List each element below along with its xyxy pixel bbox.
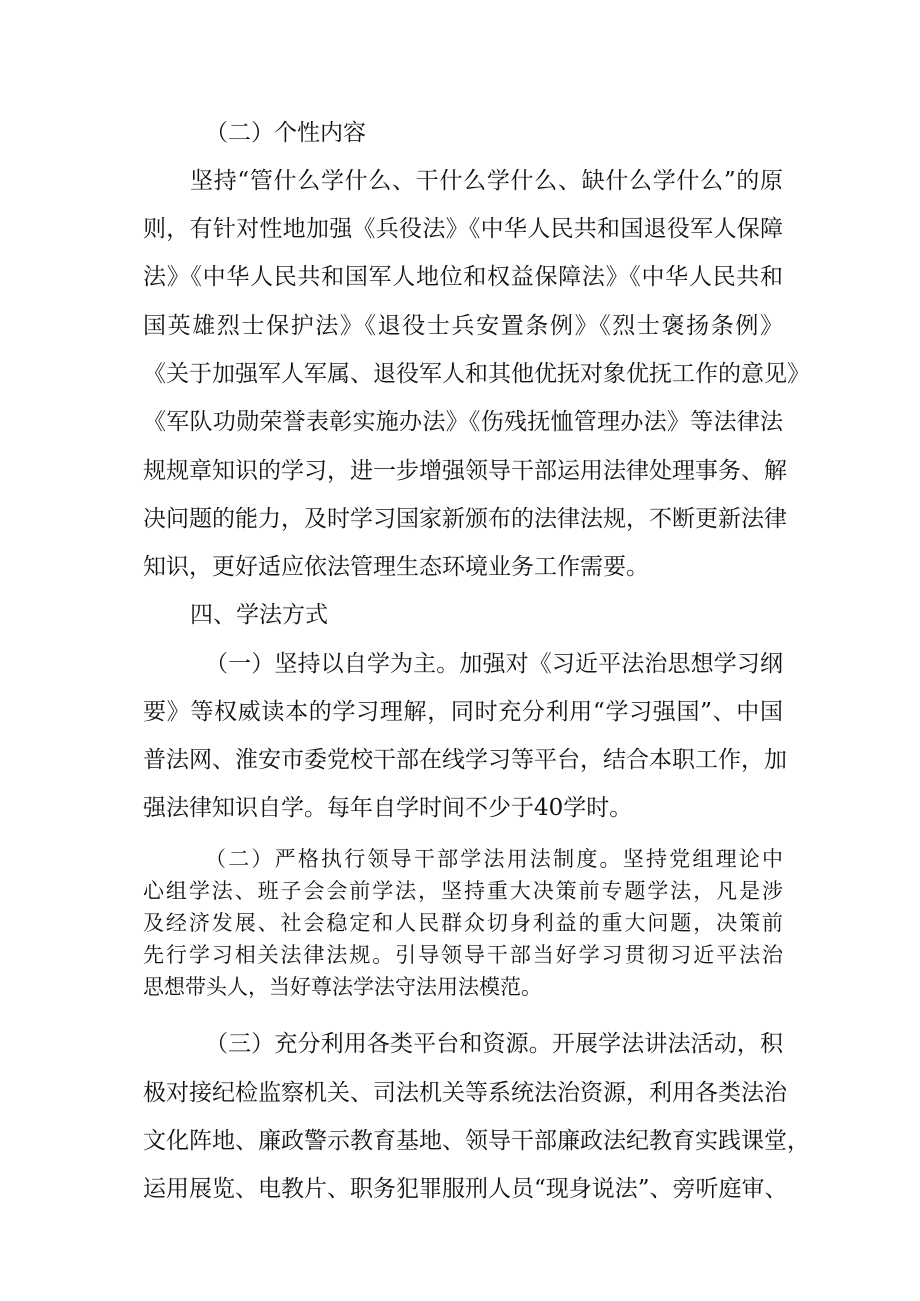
paragraph-line: 国英雄烈士保护法》《退役士兵安置条例》《烈士褒扬条例》: [143, 313, 783, 339]
paragraph-line: 《军队功勋荣誉表彰实施办法》《伤残抚恤管理办法》等法律法: [143, 409, 783, 435]
section-heading-personalized-content: （二）个性内容: [205, 120, 366, 146]
paragraph-line: 决问题的能力，及时学习国家新颁布的法律法规，不断更新法律: [143, 506, 787, 532]
paragraph-line: 坚持“管什么学什么、干什么学什么、缺什么学什么”的原: [190, 168, 783, 194]
paragraph-line: 则，有针对性地加强《兵役法》《中华人民共和国退役军人保障: [143, 216, 783, 242]
paragraph-line: 运用展览、电教片、职务犯罪服刑人员“现身说法”、旁听庭审、: [143, 1176, 788, 1202]
paragraph-line: 极对接纪检监察机关、司法机关等系统法治资源，利用各类法治: [143, 1080, 787, 1106]
paragraph-line: 及经济发展、社会稳定和人民群众切身利益的重大问题，决策前: [143, 911, 783, 935]
paragraph-line: 强法律知识自学。每年自学时间不少于40学时。: [143, 795, 633, 821]
section-heading-study-methods: 四、学法方式: [190, 602, 328, 628]
paragraph-line: （二）严格执行领导干部学法用法制度。坚持党组理论中: [205, 847, 783, 871]
paragraph-line: 普法网、淮安市委党校干部在线学习等平台，结合本职工作，加: [143, 747, 787, 773]
paragraph-line: （三）充分利用各类平台和资源。开展学法讲法活动，积: [205, 1031, 783, 1057]
paragraph-line: 要》等权威读本的学习理解，同时充分利用“学习强国”、中国: [143, 699, 783, 725]
paragraph-line: 思想带头人，当好尊法学法守法用法模范。: [143, 975, 542, 999]
paragraph-line: 《关于加强军人军属、退役军人和其他优抚对象优抚工作的意见》: [143, 361, 810, 387]
paragraph-line: 规规章知识的学习，进一步增强领导干部运用法律处理事务、解: [143, 458, 787, 484]
paragraph-line: 文化阵地、廉政警示教育基地、领导干部廉政法纪教育实践课堂，: [143, 1128, 810, 1154]
paragraph-line: 知识，更好适应依法管理生态环境业务工作需要。: [143, 554, 649, 580]
paragraph-line: （一）坚持以自学为主。加强对《习近平法治思想学习纲: [205, 651, 783, 677]
paragraph-line: 先行学习相关法律法规。引导领导干部当好学习贯彻习近平法治: [143, 943, 783, 967]
paragraph-line: 法》《中华人民共和国军人地位和权益保障法》《中华人民共和: [143, 264, 783, 290]
paragraph-line: 心组学法、班子会会前学法，坚持重大决策前专题学法，凡是涉: [143, 879, 783, 903]
